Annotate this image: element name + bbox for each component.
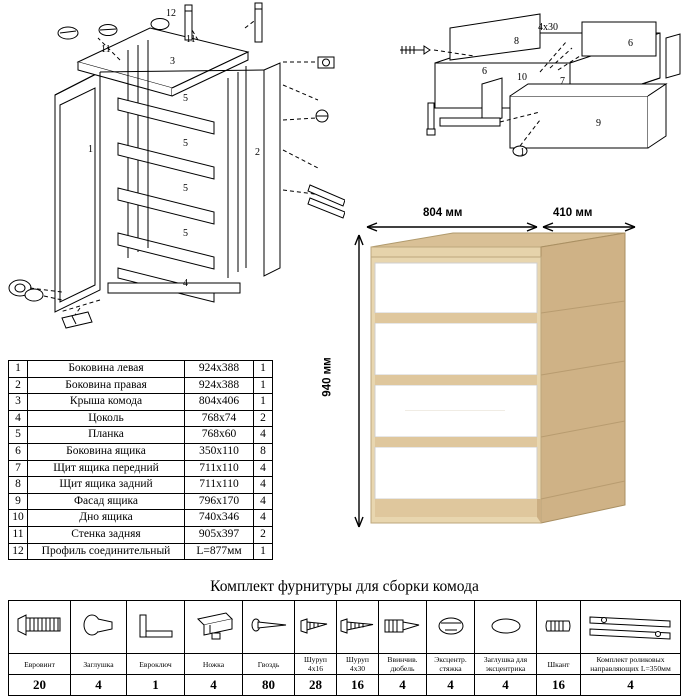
part-no: 10 (9, 510, 28, 527)
part-no: 6 (9, 443, 28, 460)
cap-plug-icon (71, 601, 127, 654)
hardware-count: 80 (243, 675, 295, 696)
part-no: 4 (9, 410, 28, 427)
part-name: Боковина правая (28, 377, 185, 394)
svg-text:4х30: 4х30 (538, 22, 558, 33)
part-name: Боковина ящика (28, 443, 185, 460)
part-name: Боковина левая (28, 361, 185, 378)
part-no: 9 (9, 493, 28, 510)
svg-text:5: 5 (183, 228, 188, 239)
screw-4x16-icon (295, 601, 337, 654)
hardware-count: 4 (71, 675, 127, 696)
svg-text:9: 9 (596, 118, 601, 129)
hardware-count: 1 (127, 675, 185, 696)
cam-lock-icon (427, 601, 475, 654)
part-size: 924х388 (185, 377, 254, 394)
hardware-label: Ножка (185, 654, 243, 675)
part-size: 905х397 (185, 526, 254, 543)
part-qty: 1 (254, 361, 273, 378)
hardware-count: 20 (9, 675, 71, 696)
part-qty: 4 (254, 427, 273, 444)
table-row (9, 526, 273, 543)
hardware-label: Комплект роликовых направляющих L=350мм (581, 654, 681, 675)
part-name: Дно ящика (28, 510, 185, 527)
hardware-label: Заглушка (71, 654, 127, 675)
part-size: L=877мм (185, 543, 254, 560)
part-size: 796х170 (185, 493, 254, 510)
dowel-icon (537, 601, 581, 654)
leg-icon (185, 601, 243, 654)
cam-cap-icon (475, 601, 537, 654)
screw-4x30-icon (337, 601, 379, 654)
part-name: Цоколь (28, 410, 185, 427)
hardware-count: 4 (475, 675, 537, 696)
svg-text:5: 5 (183, 183, 188, 194)
part-name: Крыша комода (28, 394, 185, 411)
table-row (9, 361, 273, 378)
svg-text:4: 4 (183, 278, 188, 289)
exploded-drawer-diagram (390, 8, 689, 158)
cabinet-render (321, 205, 685, 550)
hardware-label: Ввинчив. дюбель (379, 654, 427, 675)
part-no: 7 (9, 460, 28, 477)
part-size: 768х60 (185, 427, 254, 444)
svg-text:11: 11 (186, 34, 196, 45)
screw-in-dowel-icon (379, 601, 427, 654)
part-qty: 4 (254, 493, 273, 510)
parts-table (8, 360, 273, 560)
part-size: 711х110 (185, 460, 254, 477)
svg-text:6: 6 (482, 66, 487, 77)
hardware-count: 4 (581, 675, 681, 696)
svg-text:10: 10 (517, 72, 527, 83)
table-row (9, 460, 273, 477)
hardware-label: Евроключ (127, 654, 185, 675)
allen-key-icon (127, 601, 185, 654)
part-qty: 2 (254, 526, 273, 543)
hardware-section-title: Комплект фурнитуры для сборки комода (210, 578, 479, 595)
svg-text:8: 8 (514, 36, 519, 47)
table-row (9, 410, 273, 427)
hardware-label: Шуруп 4х16 (295, 654, 337, 675)
hardware-count: 4 (427, 675, 475, 696)
width-dimension-label: 804 мм (423, 207, 463, 219)
part-qty: 8 (254, 443, 273, 460)
part-qty: 4 (254, 510, 273, 527)
part-no: 12 (9, 543, 28, 560)
part-qty: 4 (254, 477, 273, 494)
hardware-count: 4 (379, 675, 427, 696)
svg-text:5: 5 (183, 93, 188, 104)
hardware-label: Гвоздь (243, 654, 295, 675)
part-size: 711х110 (185, 477, 254, 494)
svg-text:6: 6 (628, 38, 633, 49)
hardware-count: 28 (295, 675, 337, 696)
part-qty: 1 (254, 377, 273, 394)
table-row (9, 510, 273, 527)
part-name: Щит ящика задний (28, 477, 185, 494)
svg-text:3: 3 (170, 56, 175, 67)
part-qty: 4 (254, 460, 273, 477)
part-name: Профиль соединительный (28, 543, 185, 560)
part-name: Фасад ящика (28, 493, 185, 510)
table-row (9, 543, 273, 560)
hardware-count: 4 (185, 675, 243, 696)
hardware-count: 16 (537, 675, 581, 696)
part-no: 1 (9, 361, 28, 378)
hardware-table (8, 600, 681, 696)
height-dimension-label: 940 мм (321, 357, 334, 397)
part-size: 804х406 (185, 394, 254, 411)
part-size: 740х346 (185, 510, 254, 527)
hardware-label: Евровинт (9, 654, 71, 675)
part-size: 350х110 (185, 443, 254, 460)
svg-text:11: 11 (101, 44, 111, 55)
drawer-slide-icon (581, 601, 681, 654)
part-name: Стенка задняя (28, 526, 185, 543)
part-name: Щит ящика передний (28, 460, 185, 477)
hardware-count: 16 (337, 675, 379, 696)
nail-icon (243, 601, 295, 654)
part-size: 924х388 (185, 361, 254, 378)
svg-text:7: 7 (560, 76, 565, 87)
euro-screw-icon (9, 601, 71, 654)
part-size: 768х74 (185, 410, 254, 427)
part-no: 11 (9, 526, 28, 543)
table-row (9, 377, 273, 394)
table-row (9, 394, 273, 411)
svg-text:5: 5 (183, 138, 188, 149)
svg-text:12: 12 (166, 8, 176, 19)
part-qty: 1 (254, 394, 273, 411)
part-name: Планка (28, 427, 185, 444)
table-row (9, 477, 273, 494)
hardware-label: Заглушка для эксцентрика (475, 654, 537, 675)
part-no: 8 (9, 477, 28, 494)
svg-text:1: 1 (520, 147, 525, 158)
table-row (9, 443, 273, 460)
part-qty: 1 (254, 543, 273, 560)
part-qty: 2 (254, 410, 273, 427)
hardware-label: Эксцентр. стяжка (427, 654, 475, 675)
table-row (9, 427, 273, 444)
hardware-label: Шуруп 4х30 (337, 654, 379, 675)
part-no: 3 (9, 394, 28, 411)
depth-dimension-label: 410 мм (553, 207, 593, 219)
hardware-label: Шкант (537, 654, 581, 675)
part-no: 2 (9, 377, 28, 394)
table-row (9, 493, 273, 510)
part-no: 5 (9, 427, 28, 444)
svg-text:2: 2 (255, 147, 260, 158)
svg-text:1: 1 (88, 144, 93, 155)
exploded-cabinet-diagram (0, 0, 345, 350)
